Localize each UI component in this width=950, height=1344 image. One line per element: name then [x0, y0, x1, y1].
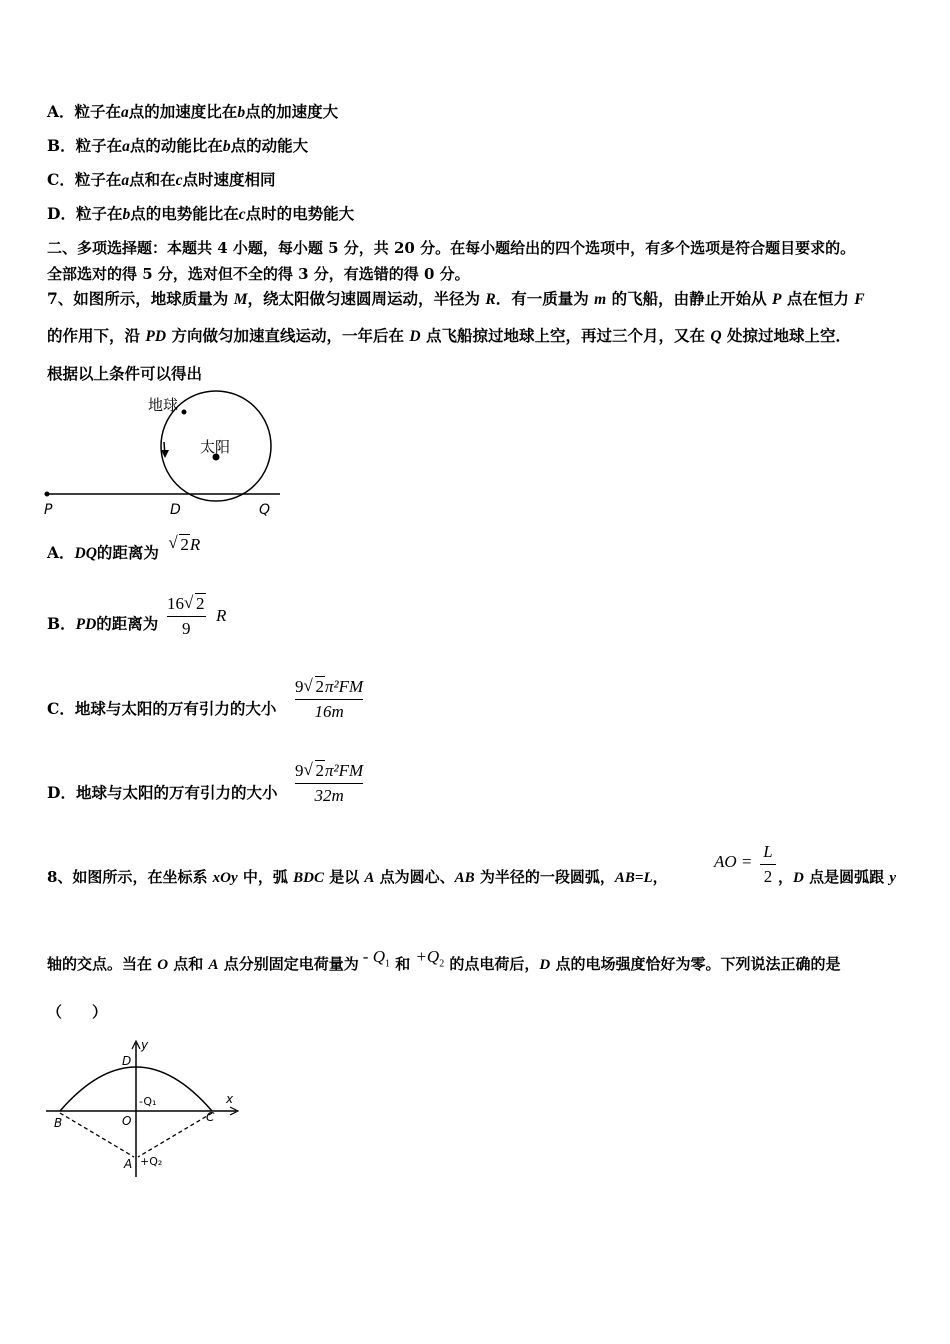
dashed-ac [138, 1113, 212, 1157]
q6-option-d: D．粒子在b点的电势能比在c点时的电势能大 [47, 204, 355, 223]
q7-option-b-fraction: 16√ 2 9 [167, 593, 206, 640]
q6-option-b: B．粒子在a点的动能比在b点的动能大 [47, 136, 309, 155]
sun-label: 太阳 [200, 438, 231, 456]
label-d: D [122, 1054, 132, 1068]
section2-heading-line1: 二、多项选择题：本题共 4 小题，每小题 5 分，共 20 分。在每小题给出的四个选项中，有多个选项是符合题目要求的。 [47, 239, 856, 257]
q8-ao-lhs: AO = [714, 852, 753, 871]
q6-option-a: A．粒子在a点的加速度比在b点的加速度大 [47, 102, 339, 121]
earth-label: 地球 [148, 396, 179, 414]
label-q2: +Q₂ [140, 1155, 163, 1168]
label-d: D [170, 502, 181, 518]
label-q1: -Q₁ [139, 1095, 157, 1108]
q7-option-c: C．地球与太阳的万有引力的大小 [47, 699, 277, 718]
q7-option-a: A．DQ的距离为 √ 2R [47, 543, 200, 564]
label-a: A [124, 1157, 133, 1171]
q7-option-d: D．地球与太阳的万有引力的大小 [47, 783, 278, 802]
label-q: Q [259, 502, 271, 518]
point-p [45, 492, 50, 497]
label-c: C [206, 1110, 215, 1124]
q8-arc-figure [40, 1035, 250, 1185]
earth-dot [182, 410, 187, 415]
q7-text-line3: 根据以上条件可以得出 [47, 364, 203, 383]
q8-answer-paren: （ ） [47, 1003, 108, 1021]
q6-option-c: C．粒子在a点和在c点时速度相同 [47, 170, 276, 189]
q8-text-line1: 8、如图所示，在坐标系 xOy 中，弧 BDC 是以 A 点为圆心、AB 为半径的一段圆弧，AB=L， [47, 868, 668, 886]
q8-ao-fraction: L 2 [760, 841, 776, 888]
q7-text-line1: 7、如图所示，地球质量为 M，绕太阳做匀速圆周运动，半径为 R．有一质量为 m 的飞船，由静止开始从 P 点在恒力 F [47, 289, 865, 308]
q7-text-line2: 的作用下，沿 PD 方向做匀加速直线运动，一年后在 D 点飞船掠过地球上空，再过三个月，又在 Q 处掠过地球上空． [47, 326, 851, 345]
q7-option-b-tail: R [216, 606, 227, 625]
q8-text-line2: 轴的交点。当在 O 点和 A 点分别固定电荷量为 - $Q_1$ 和 $+Q_2$ 的点电荷后，D 点的电场强度恰好为零。下列说法正确的是 [47, 947, 841, 973]
q8-text-line1-tail: ，D 点是圆弧跟 y [778, 868, 896, 886]
q7-option-d-fraction: 9√ 2π²FM 32m [295, 760, 363, 807]
q7-option-c-fraction: 9√ 2π²FM 16m [295, 676, 363, 723]
q7-option-b: B．PD的距离为 [47, 614, 159, 633]
label-o: O [122, 1114, 132, 1128]
label-x: x [226, 1092, 234, 1106]
label-b: B [54, 1116, 63, 1130]
label-p: P [44, 502, 53, 518]
label-y: y [141, 1038, 149, 1052]
q7-orbit-figure [40, 390, 290, 520]
section2-heading-line2: 全部选对的得 5 分，选对但不全的得 3 分，有选错的得 0 分。 [47, 265, 470, 283]
